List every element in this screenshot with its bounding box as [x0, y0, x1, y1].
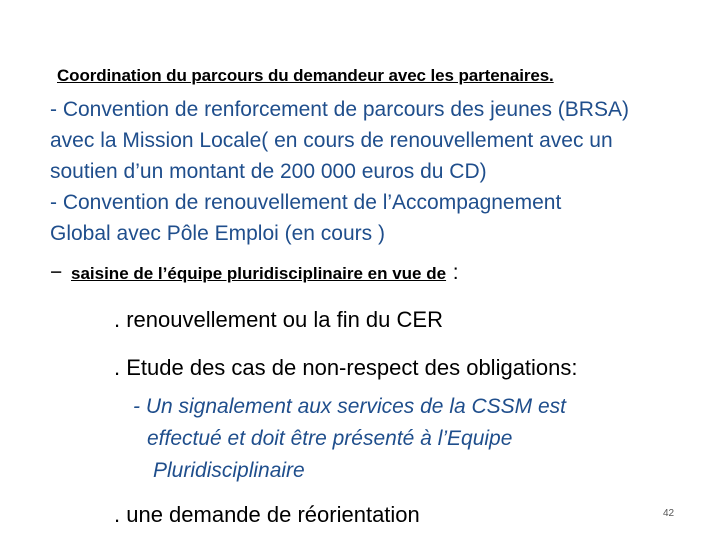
convention-line: avec la Mission Locale( en cours de renouvellement avec un — [50, 129, 613, 152]
convention-line: Global avec Pôle Emploi (en cours ) — [50, 222, 385, 245]
convention-line: - Convention de renouvellement de l’Accompagnement — [50, 191, 562, 214]
dash-marker: − — [50, 261, 63, 284]
bullet-item-etude: . Etude des cas de non-respect des obligations: — [114, 355, 578, 380]
convention-list — [50, 94, 690, 249]
note-line: - Un signalement aux services de la CSSM est — [133, 395, 567, 418]
convention-line: soutien d’un montant de 200 000 euros du CD) — [50, 160, 487, 183]
section-heading: Coordination du parcours du demandeur avec les partenaires. — [57, 66, 554, 85]
bullet-item-reorientation: . une demande de réorientation — [114, 502, 420, 527]
saisine-colon: : — [452, 261, 459, 284]
bullet-item-renouvellement: . renouvellement ou la fin du CER — [114, 307, 443, 332]
convention-line: - Convention de renforcement de parcours des jeunes (BRSA) — [50, 98, 629, 121]
note-line: Pluridisciplinaire — [153, 459, 305, 482]
page-number: 42 — [663, 508, 675, 519]
saisine-line — [50, 261, 459, 285]
note-line: effectué et doit être présenté à l’Equipe — [147, 427, 513, 450]
signalement-note — [133, 391, 566, 487]
saisine-label: saisine de l’équipe pluridisciplinaire en vue de — [71, 264, 447, 283]
